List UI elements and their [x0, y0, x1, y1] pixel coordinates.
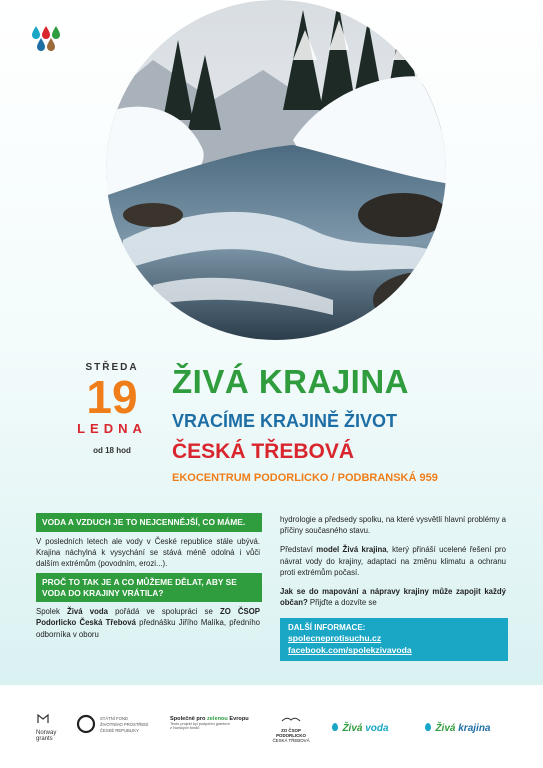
paragraph-hydrology: hydrologie a předsedy spolku, na které vysvětlí hlavní problémy a příčiny současného stavu. — [280, 515, 506, 536]
ziva-krajina-logo: Živá krajina — [425, 718, 491, 736]
hero-river-image — [93, 0, 459, 340]
venue-address: EKOCENTRUM PODORLICKO / PODBRANSKÁ 959 — [172, 472, 438, 484]
paragraph-citizen: Jak se do mapování a nápravy krajiny může zapojit každý občan? Přijďte a dozvíte se — [280, 587, 506, 608]
event-date — [62, 362, 162, 455]
right-column — [280, 510, 508, 661]
more-info-label: DALŠÍ INFORMACE: — [288, 623, 366, 633]
more-info-box — [280, 618, 508, 661]
norway-grants-logo: Norway grants — [36, 712, 66, 742]
facebook-link[interactable]: facebook.com/spolekzivavoda — [288, 645, 412, 656]
event-time: od 18 hod — [93, 446, 131, 455]
heading-why: PROČ TO TAK JE A CO MŮŽEME DĚLAT, ABY SE VODA DO KRAJINY VRÁTILA? — [36, 573, 262, 602]
left-column — [36, 513, 262, 644]
drop-icon — [425, 723, 431, 731]
title-block — [172, 362, 532, 484]
heading-water-air: VODA A VZDUCH JE TO NEJCENNĚJŠÍ, CO MÁME. — [36, 513, 262, 532]
csop-logo: ZO ČSOP PODORLICKO ČESKÁ TŘEBOVÁ — [268, 710, 314, 743]
paragraph-lecture: Spolek Živá voda pořádá ve spolupráci se ZO ČSOP Podorlicko Česká Třebová přednášku Jiřího Malíka, předního odborníka v oboru — [36, 607, 261, 639]
ziva-voda-logo: Živá voda — [332, 718, 389, 736]
subtitle: VRACÍME KRAJINĚ ŽIVOT — [172, 411, 398, 431]
website-link[interactable]: spolecneprotisuchu.cz — [288, 633, 382, 644]
water-drops-logo — [30, 24, 62, 54]
sfzp-circle-icon — [76, 714, 96, 734]
event-month: LEDNA — [77, 421, 147, 436]
city-title: ČESKÁ TŘEBOVÁ — [172, 440, 355, 463]
paragraph-model: Představí model Živá krajina, který přináší ucelené řešení pro návrat vody do krajiny, adaptaci na změnu klimatu a ochranu proti extrémům počasí. — [280, 545, 506, 577]
event-day: STŘEDA — [85, 362, 139, 373]
drop-icon — [332, 723, 338, 731]
main-title: ŽIVÁ KRAJINA — [172, 363, 410, 400]
bird-icon — [281, 715, 301, 723]
europe-logo: Společně pro zelenou Evropu Tento projekt byl podpořen grantem z Norských fondů — [170, 716, 249, 730]
paragraph-water-decline: V posledních letech ale vody v České republice stále ubývá. Krajina náchylná k vysychání se stává méně odolná i vůči dalším extrémům (povodním, erozi...). — [36, 536, 260, 568]
norway-flag-icon — [36, 713, 50, 725]
event-date-number: 19 — [86, 371, 138, 423]
